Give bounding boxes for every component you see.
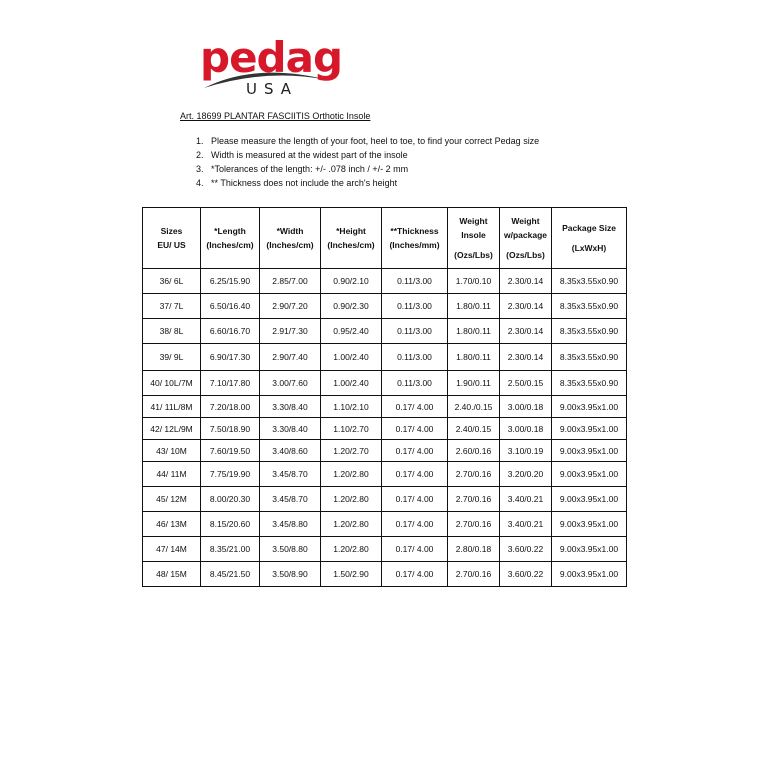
cell-weight-insole: 1.70/0.10 — [448, 269, 500, 294]
cell-weight-insole: 1.80/0.11 — [448, 344, 500, 371]
header-thickness: **Thickness (Inches/mm) — [382, 208, 448, 269]
cell-weight-package: 2.30/0.14 — [500, 319, 552, 344]
cell-weight-insole: 2.70/0.16 — [448, 462, 500, 487]
cell-weight-package: 3.40/0.21 — [500, 512, 552, 537]
cell-weight-package: 2.50/0.15 — [500, 371, 552, 396]
cell-weight-package: 3.10/0.19 — [500, 440, 552, 462]
cell-thickness: 0.17/ 4.00 — [382, 462, 448, 487]
cell-thickness: 0.11/3.00 — [382, 371, 448, 396]
header-weight-package: Weight w/package (Ozs/Lbs) — [500, 208, 552, 269]
cell-weight-insole: 2.70/0.16 — [448, 487, 500, 512]
cell-thickness: 0.17/ 4.00 — [382, 487, 448, 512]
cell-height: 1.20/2.80 — [321, 512, 382, 537]
cell-thickness: 0.17/ 4.00 — [382, 440, 448, 462]
logo-brand-text: pedag — [200, 33, 343, 82]
cell-size: 40/ 10L/7M — [143, 371, 201, 396]
cell-size: 43/ 10M — [143, 440, 201, 462]
cell-length: 7.50/18.90 — [201, 418, 260, 440]
logo-sub-text: USA — [246, 80, 299, 98]
cell-weight-package: 3.60/0.22 — [500, 562, 552, 587]
cell-thickness: 0.11/3.00 — [382, 294, 448, 319]
table-row — [143, 344, 627, 371]
cell-length: 7.20/18.00 — [201, 396, 260, 418]
pedag-logo — [196, 33, 343, 100]
cell-length: 7.60/19.50 — [201, 440, 260, 462]
cell-height: 0.95/2.40 — [321, 319, 382, 344]
cell-thickness: 0.17/ 4.00 — [382, 418, 448, 440]
cell-thickness: 0.11/3.00 — [382, 319, 448, 344]
cell-length: 6.60/16.70 — [201, 319, 260, 344]
instruction-text: ** Thickness does not include the arch's height — [211, 178, 398, 188]
cell-weight-insole: 1.80/0.11 — [448, 294, 500, 319]
cell-weight-insole: 2.40/0.15 — [448, 418, 500, 440]
size-chart-table — [142, 207, 627, 587]
table-row — [143, 418, 627, 440]
cell-width: 3.50/8.80 — [260, 537, 321, 562]
cell-size: 41/ 11L/8M — [143, 396, 201, 418]
instruction-text: Width is measured at the widest part of the insole — [211, 150, 408, 160]
cell-length: 8.15/20.60 — [201, 512, 260, 537]
cell-size: 46/ 13M — [143, 512, 201, 537]
table-row — [143, 294, 627, 319]
cell-thickness: 0.17/ 4.00 — [382, 396, 448, 418]
cell-height: 1.20/2.70 — [321, 440, 382, 462]
cell-weight-insole: 1.90/0.11 — [448, 371, 500, 396]
cell-weight-package: 3.00/0.18 — [500, 418, 552, 440]
cell-package-size: 9.00x3.95x1.00 — [552, 440, 627, 462]
cell-weight-package: 2.30/0.14 — [500, 269, 552, 294]
cell-height: 1.00/2.40 — [321, 371, 382, 396]
cell-package-size: 9.00x3.95x1.00 — [552, 562, 627, 587]
cell-width: 3.30/8.40 — [260, 396, 321, 418]
cell-weight-insole: 2.60/0.16 — [448, 440, 500, 462]
instruction-text: *Tolerances of the length: +/- .078 inch / +/- 2 mm — [211, 164, 409, 174]
cell-size: 39/ 9L — [143, 344, 201, 371]
cell-weight-insole: 2.40./0.15 — [448, 396, 500, 418]
instruction-number: 1. — [196, 136, 204, 146]
cell-package-size: 8.35x3.55x0.90 — [552, 344, 627, 371]
cell-height: 1.20/2.80 — [321, 537, 382, 562]
cell-width: 2.91/7.30 — [260, 319, 321, 344]
cell-height: 1.10/2.70 — [321, 418, 382, 440]
cell-width: 2.90/7.40 — [260, 344, 321, 371]
cell-width: 3.45/8.70 — [260, 487, 321, 512]
table-row — [143, 462, 627, 487]
cell-height: 1.10/2.10 — [321, 396, 382, 418]
cell-length: 6.90/17.30 — [201, 344, 260, 371]
cell-weight-package: 3.60/0.22 — [500, 537, 552, 562]
cell-package-size: 8.35x3.55x0.90 — [552, 294, 627, 319]
instruction-number: 4. — [196, 178, 204, 188]
instruction-number: 3. — [196, 164, 204, 174]
cell-thickness: 0.11/3.00 — [382, 344, 448, 371]
instruction-number: 2. — [196, 150, 204, 160]
cell-width: 3.45/8.70 — [260, 462, 321, 487]
cell-size: 42/ 12L/9M — [143, 418, 201, 440]
cell-package-size: 8.35x3.55x0.90 — [552, 319, 627, 344]
cell-width: 2.90/7.20 — [260, 294, 321, 319]
cell-weight-package: 3.40/0.21 — [500, 487, 552, 512]
cell-width: 2.85/7.00 — [260, 269, 321, 294]
table-header-row — [143, 208, 627, 269]
table-row — [143, 562, 627, 587]
table-row — [143, 440, 627, 462]
cell-weight-insole: 2.70/0.16 — [448, 512, 500, 537]
cell-length: 7.75/19.90 — [201, 462, 260, 487]
table-row — [143, 396, 627, 418]
cell-length: 7.10/17.80 — [201, 371, 260, 396]
cell-width: 3.00/7.60 — [260, 371, 321, 396]
cell-width: 3.30/8.40 — [260, 418, 321, 440]
instruction-text: Please measure the length of your foot, heel to toe, to find your correct Pedag size — [211, 136, 540, 146]
header-package-size: Package Size (LxWxH) — [552, 208, 627, 269]
cell-package-size: 9.00x3.95x1.00 — [552, 512, 627, 537]
cell-width: 3.40/8.60 — [260, 440, 321, 462]
cell-size: 38/ 8L — [143, 319, 201, 344]
cell-package-size: 8.35x3.55x0.90 — [552, 269, 627, 294]
cell-package-size: 9.00x3.95x1.00 — [552, 487, 627, 512]
header-weight-insole: Weight Insole (Ozs/Lbs) — [448, 208, 500, 269]
cell-height: 1.20/2.80 — [321, 487, 382, 512]
table-row — [143, 487, 627, 512]
cell-width: 3.45/8.80 — [260, 512, 321, 537]
cell-height: 1.00/2.40 — [321, 344, 382, 371]
cell-package-size: 9.00x3.95x1.00 — [552, 537, 627, 562]
cell-size: 36/ 6L — [143, 269, 201, 294]
header-width: *Width (Inches/cm) — [260, 208, 321, 269]
cell-length: 8.00/20.30 — [201, 487, 260, 512]
cell-thickness: 0.17/ 4.00 — [382, 537, 448, 562]
cell-length: 8.35/21.00 — [201, 537, 260, 562]
cell-package-size: 8.35x3.55x0.90 — [552, 371, 627, 396]
page-title: Art. 18699 PLANTAR FASCIITIS Orthotic Insole — [180, 111, 371, 121]
cell-height: 0.90/2.30 — [321, 294, 382, 319]
instruction-item — [196, 148, 539, 162]
cell-weight-package: 2.30/0.14 — [500, 294, 552, 319]
cell-package-size: 9.00x3.95x1.00 — [552, 418, 627, 440]
header-height: *Height (Inches/cm) — [321, 208, 382, 269]
cell-weight-insole: 2.80/0.18 — [448, 537, 500, 562]
table-row — [143, 269, 627, 294]
cell-package-size: 9.00x3.95x1.00 — [552, 396, 627, 418]
cell-weight-insole: 1.80/0.11 — [448, 319, 500, 344]
cell-package-size: 9.00x3.95x1.00 — [552, 462, 627, 487]
cell-weight-package: 2.30/0.14 — [500, 344, 552, 371]
header-length: *Length (Inches/cm) — [201, 208, 260, 269]
table-row — [143, 319, 627, 344]
table-row — [143, 512, 627, 537]
instruction-item — [196, 134, 539, 148]
cell-size: 48/ 15M — [143, 562, 201, 587]
table-body — [143, 269, 627, 587]
cell-width: 3.50/8.90 — [260, 562, 321, 587]
header-sizes: Sizes EU/ US — [143, 208, 201, 269]
cell-length: 6.25/15.90 — [201, 269, 260, 294]
cell-thickness: 0.17/ 4.00 — [382, 562, 448, 587]
cell-size: 45/ 12M — [143, 487, 201, 512]
instruction-item — [196, 162, 539, 176]
instruction-item — [196, 176, 539, 190]
cell-height: 1.50/2.90 — [321, 562, 382, 587]
cell-thickness: 0.17/ 4.00 — [382, 512, 448, 537]
table-row — [143, 537, 627, 562]
cell-size: 44/ 11M — [143, 462, 201, 487]
cell-length: 6.50/16.40 — [201, 294, 260, 319]
cell-weight-package: 3.20/0.20 — [500, 462, 552, 487]
cell-height: 1.20/2.80 — [321, 462, 382, 487]
cell-size: 37/ 7L — [143, 294, 201, 319]
cell-thickness: 0.11/3.00 — [382, 269, 448, 294]
cell-size: 47/ 14M — [143, 537, 201, 562]
cell-length: 8.45/21.50 — [201, 562, 260, 587]
cell-height: 0.90/2.10 — [321, 269, 382, 294]
cell-weight-insole: 2.70/0.16 — [448, 562, 500, 587]
instructions-list — [196, 134, 539, 190]
cell-weight-package: 3.00/0.18 — [500, 396, 552, 418]
table-row — [143, 371, 627, 396]
